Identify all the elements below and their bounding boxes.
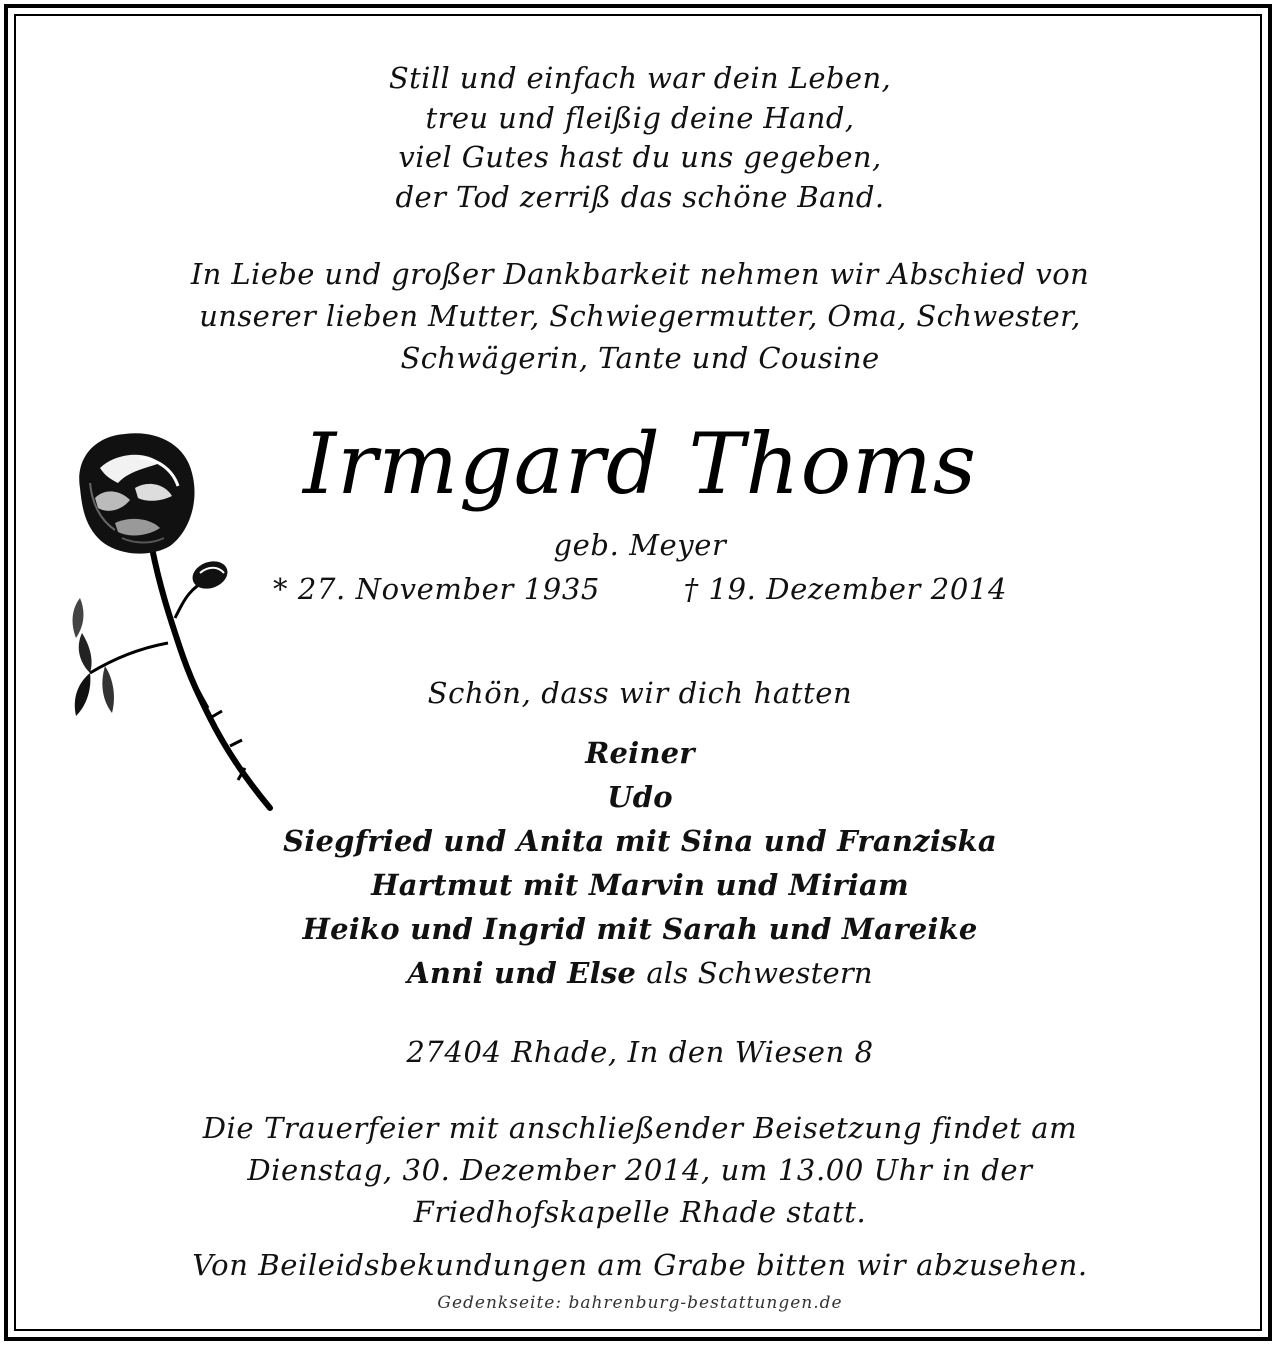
family-member: Reiner [585,736,695,770]
family-member-sisters: Anni und Else als Schwestern [407,956,873,990]
intro-text [0,253,1280,379]
intro-line: unserer lieben Mutter, Schwiegermutter, Oma, Schwester, [199,299,1081,333]
service-line: Friedhofskapelle Rhade statt. [413,1195,867,1229]
service-info [0,1107,1280,1233]
memorial-page-link: Gedenkseite: bahrenburg-bestattungen.de [437,1293,843,1313]
service-line: Dienstag, 30. Dezember 2014, um 13.00 Uhr in der [247,1153,1033,1187]
poem-line: Still und einfach war dein Leben, [388,61,892,95]
deceased-name: Irmgard Thoms [303,415,977,513]
condolence-request: Von Beileidsbekundungen am Grabe bitten wir abzusehen. [192,1248,1088,1282]
family-member: Siegfried und Anita mit Sina und Franziska [283,824,997,858]
life-dates [0,569,1280,609]
family-member: Udo [607,780,673,814]
service-line: Die Trauerfeier mit anschließender Beisetzung findet am [202,1111,1078,1145]
family-member: Hartmut mit Marvin und Miriam [371,868,909,902]
family-list [0,731,1280,995]
family-member: Heiko und Ingrid mit Sarah und Mareike [302,912,978,946]
poem-line: viel Gutes hast du uns gegeben, [398,140,882,174]
tagline: Schön, dass wir dich hatten [427,676,853,710]
intro-line: In Liebe und großer Dankbarkeit nehmen wir Abschied von [190,257,1090,291]
intro-line: Schwägerin, Tante und Cousine [400,341,880,375]
death-date: † 19. Dezember 2014 [683,572,1008,606]
poem-line: der Tod zerriß das schöne Band. [395,179,885,214]
family-suffix: als Schwestern [646,956,873,990]
poem-line: treu und fleißig deine Hand, [425,100,855,135]
maiden-name: geb. Meyer [553,528,727,562]
poem [0,59,1280,217]
birth-date: * 27. November 1935 [272,572,600,606]
address: 27404 Rhade, In den Wiesen 8 [406,1035,874,1069]
